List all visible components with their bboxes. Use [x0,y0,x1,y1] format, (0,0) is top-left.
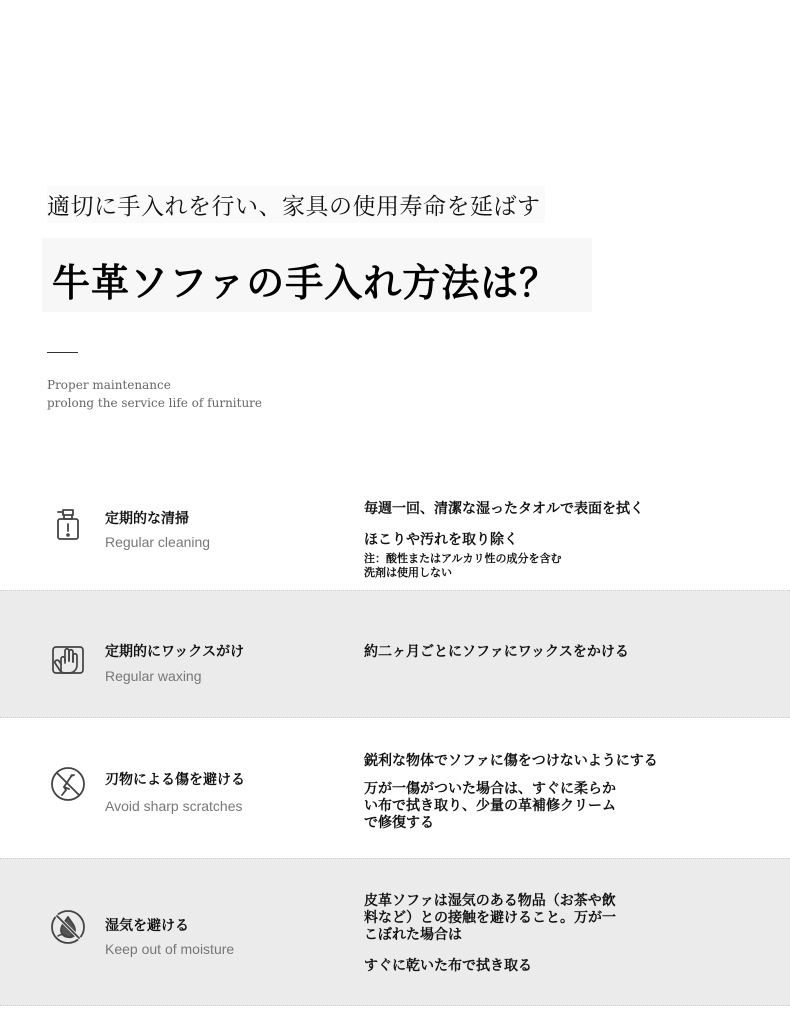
english-tagline-line2: prolong the service life of furniture [47,396,263,410]
item-label-jp: 定期的な清掃 [105,511,189,527]
item-description [364,644,694,661]
care-item-moisture [0,858,790,1006]
english-tagline [47,376,262,412]
item-label-jp: 定期的にワックスがけ [105,644,245,660]
item-desc-line: 約二ヶ月ごとにソファにワックスをかける [364,644,629,660]
page-subtitle: 適切に手入れを行い、家具の使用寿命を延ばす [47,186,545,223]
item-note-line: 注：酸性またはアルカリ性の成分を含む [364,552,562,565]
item-desc-line: ほこりや汚れを取り除く [364,532,518,548]
item-desc-line: こぼれた場合は [364,927,462,943]
item-label-en: Regular cleaning [105,534,211,550]
item-label-en: Keep out of moisture [105,941,235,957]
item-desc-line: 鋭利な物体でソファに傷をつけないようにする [364,753,658,769]
item-desc-line: すぐに乾いた布で拭き取る [364,958,532,974]
item-desc-line: 皮革ソファは湿気のある物品（お茶や飲 [364,893,616,909]
item-label-en: Avoid sharp scratches [105,798,243,814]
no-sharp-objects-icon [50,766,86,802]
care-item-waxing [0,590,790,718]
care-item-cleaning [0,488,790,589]
item-description [364,501,694,580]
item-note-line: 洗剤は使用しない [364,566,452,579]
item-desc-line: で修復する [364,815,434,831]
title-divider [47,352,78,353]
english-tagline-line1: Proper maintenance [47,378,171,392]
page-title-box [42,238,592,312]
item-desc-line: 料など）との接触を避けること。万が一 [364,910,616,926]
item-desc-line: 毎週一回、清潔な湿ったタオルで表面を拭く [364,501,644,517]
item-label-jp: 刃物による傷を避ける [105,772,245,788]
no-moisture-icon [50,909,86,945]
item-description [364,893,694,975]
spray-bottle-icon [50,506,86,542]
item-label-en: Regular waxing [105,668,202,684]
item-desc-line: 万が一傷がついた場合は、すぐに柔らか [364,781,616,797]
item-desc-line: い布で拭き取り、少量の革補修クリーム [364,798,616,814]
item-description [364,753,694,832]
page-title: 牛革ソファの手入れ方法は？ [52,261,559,305]
care-item-sharp [0,719,790,857]
item-label-jp: 湿気を避ける [105,918,189,934]
hand-wiping-icon [50,641,86,677]
